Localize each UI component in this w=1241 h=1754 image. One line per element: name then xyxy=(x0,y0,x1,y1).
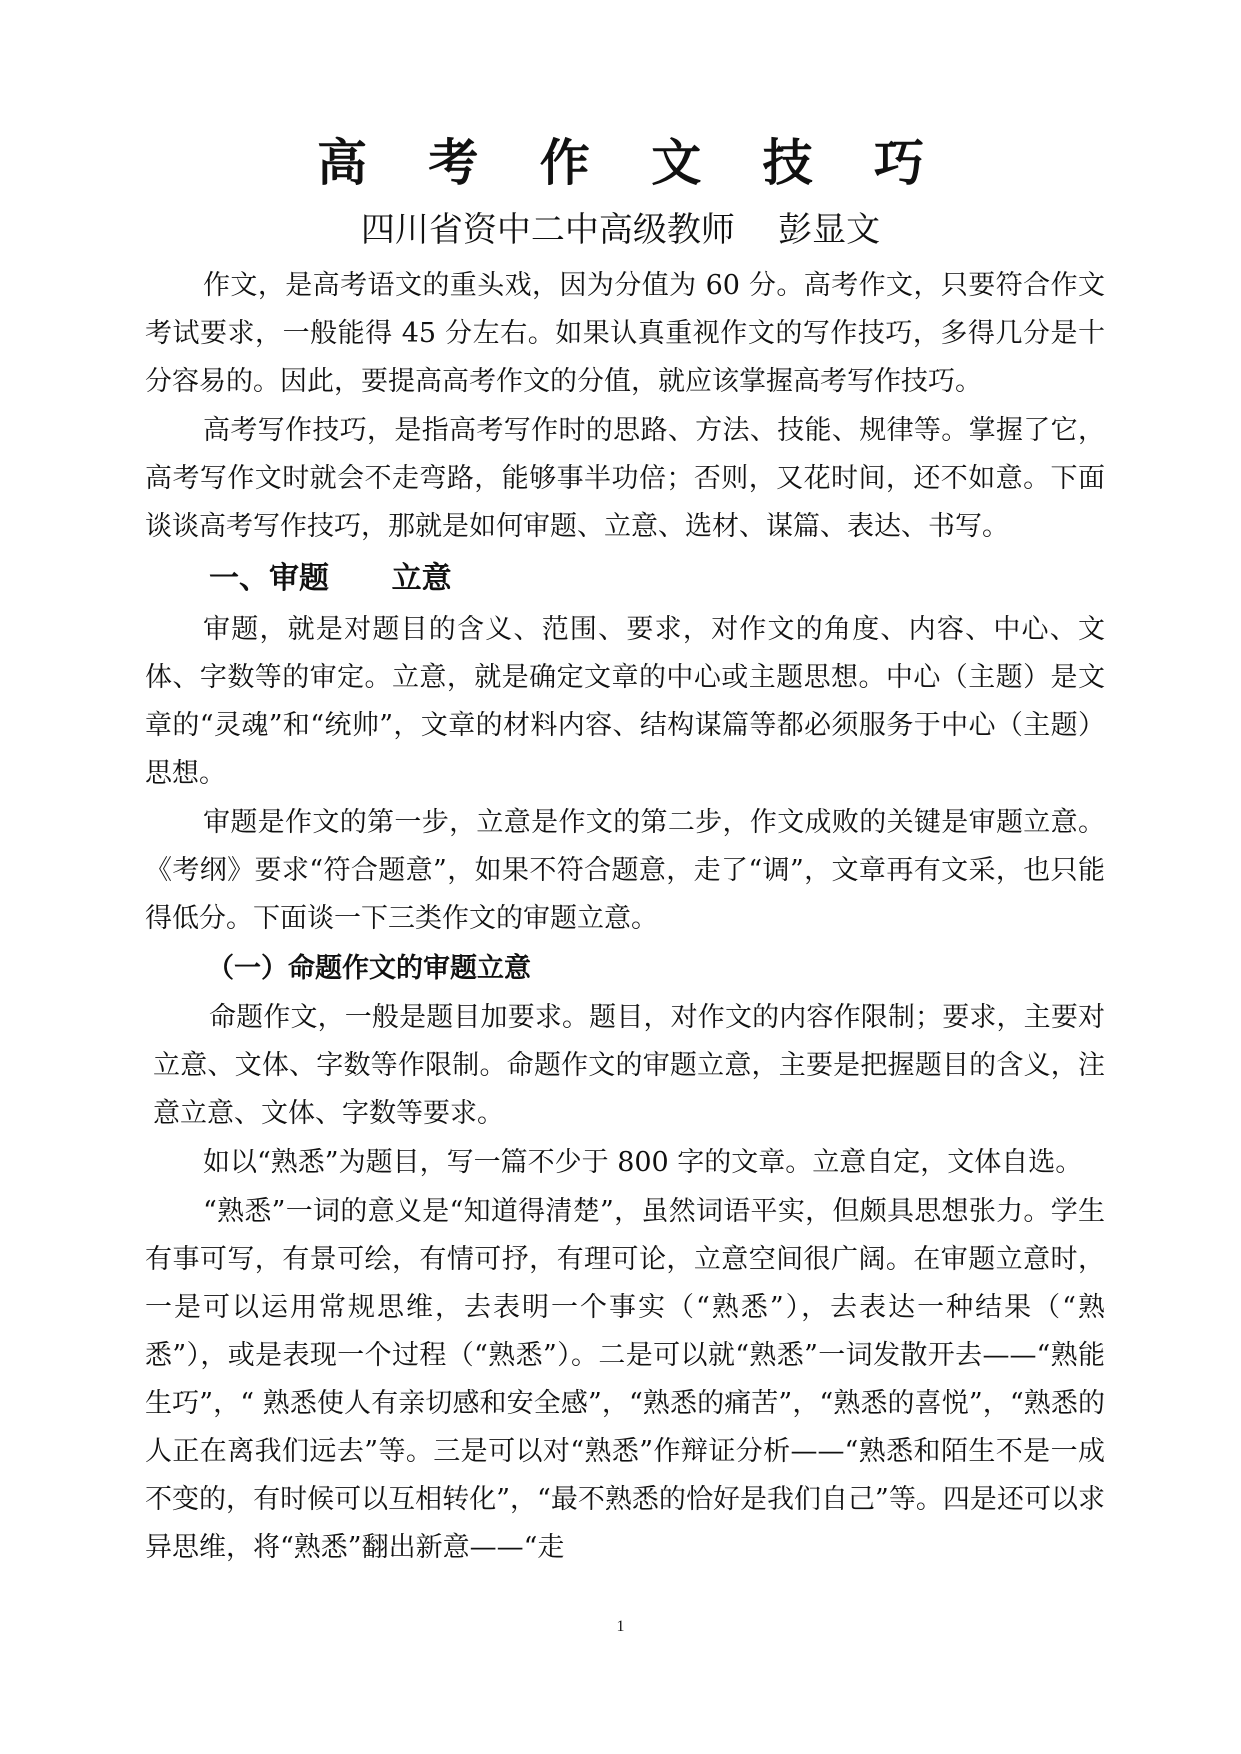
document-title: 高 考 作 文 技 巧 xyxy=(316,134,947,192)
intro-paragraph-2: 高考写作技巧，是指高考写作时的思路、方法、技能、规律等。掌握了它，高考写作文时就会不走弯路，能够事半功倍；否则，又花时间，还不如意。下面谈谈高考写作技巧，那就是如何审题、立意、选材、谋篇、表达、书写。 xyxy=(145,415,1105,542)
section1-paragraph-2: 审题是作文的第一步，立意是作文的第二步，作文成败的关键是审题立意。《考纲》要求“符合题意”，如果不符合题意，走了“调”，文章再有文采，也只能得低分。下面谈一下三类作文的审题立意。 xyxy=(145,807,1105,934)
section-heading-audit-theme: 一、审题 立意 xyxy=(209,561,452,596)
document-body xyxy=(145,262,1105,1573)
page-number: 1 xyxy=(616,1618,625,1635)
intro-paragraph-1: 作文，是高考语文的重头戏，因为分值为 60 分。高考作文，只要符合作文考试要求，一般能得 45 分左右。如果认真重视作文的写作技巧，多得几分是十分容易的。因此，要提高高考作文的分值，就应该掌握高考写作技巧。 xyxy=(145,270,1105,397)
subsection-heading-proposition-essay: （一）命题作文的审题立意 xyxy=(207,953,531,984)
subsection1-paragraph-3: “熟悉”一词的意义是“知道得清楚”，虽然词语平实，但颇具思想张力。学生有事可写，有景可绘，有情可抒，有理可论，立意空间很广阔。在审题立意时，一是可以运用常规思维，去表明一个事实（“熟悉”），去表达一种结果（“熟悉”），或是表现一个过程（“熟悉”）。二是可以就“熟悉”一词发散开去——“熟能生巧”，“ 熟悉使人有亲切感和安全感”，“熟悉的痛苦”，“熟悉的喜悦”，“熟悉的人正在离我们远去”等。三是可以对“熟悉”作辩证分析——“熟悉和陌生不是一成不变的，有时候可以互相转化”，“最不熟悉的恰好是我们自己”等。四是还可以求异思维，将“熟悉”翻出新意——“走 xyxy=(145,1196,1105,1563)
author-line: 四川省资中二中高级教师 彭显文 xyxy=(360,210,881,250)
section1-paragraph-1: 审题，就是对题目的含义、范围、要求，对作文的角度、内容、中心、文体、字数等的审定。立意，就是确定文章的中心或主题思想。中心（主题）是文章的“灵魂”和“统帅”，文章的材料内容、结构谋篇等都必须服务于中心（主题）思想。 xyxy=(145,614,1105,789)
subsection1-paragraph-1: 命题作文，一般是题目加要求。题目，对作文的内容作限制；要求，主要对立意、文体、字数等作限制。命题作文的审题立意，主要是把握题目的含义，注意立意、文体、字数等要求。 xyxy=(153,1002,1105,1129)
subsection1-paragraph-2: 如以“熟悉”为题目，写一篇不少于 800 字的文章。立意自定，文体自选。 xyxy=(203,1147,1083,1178)
